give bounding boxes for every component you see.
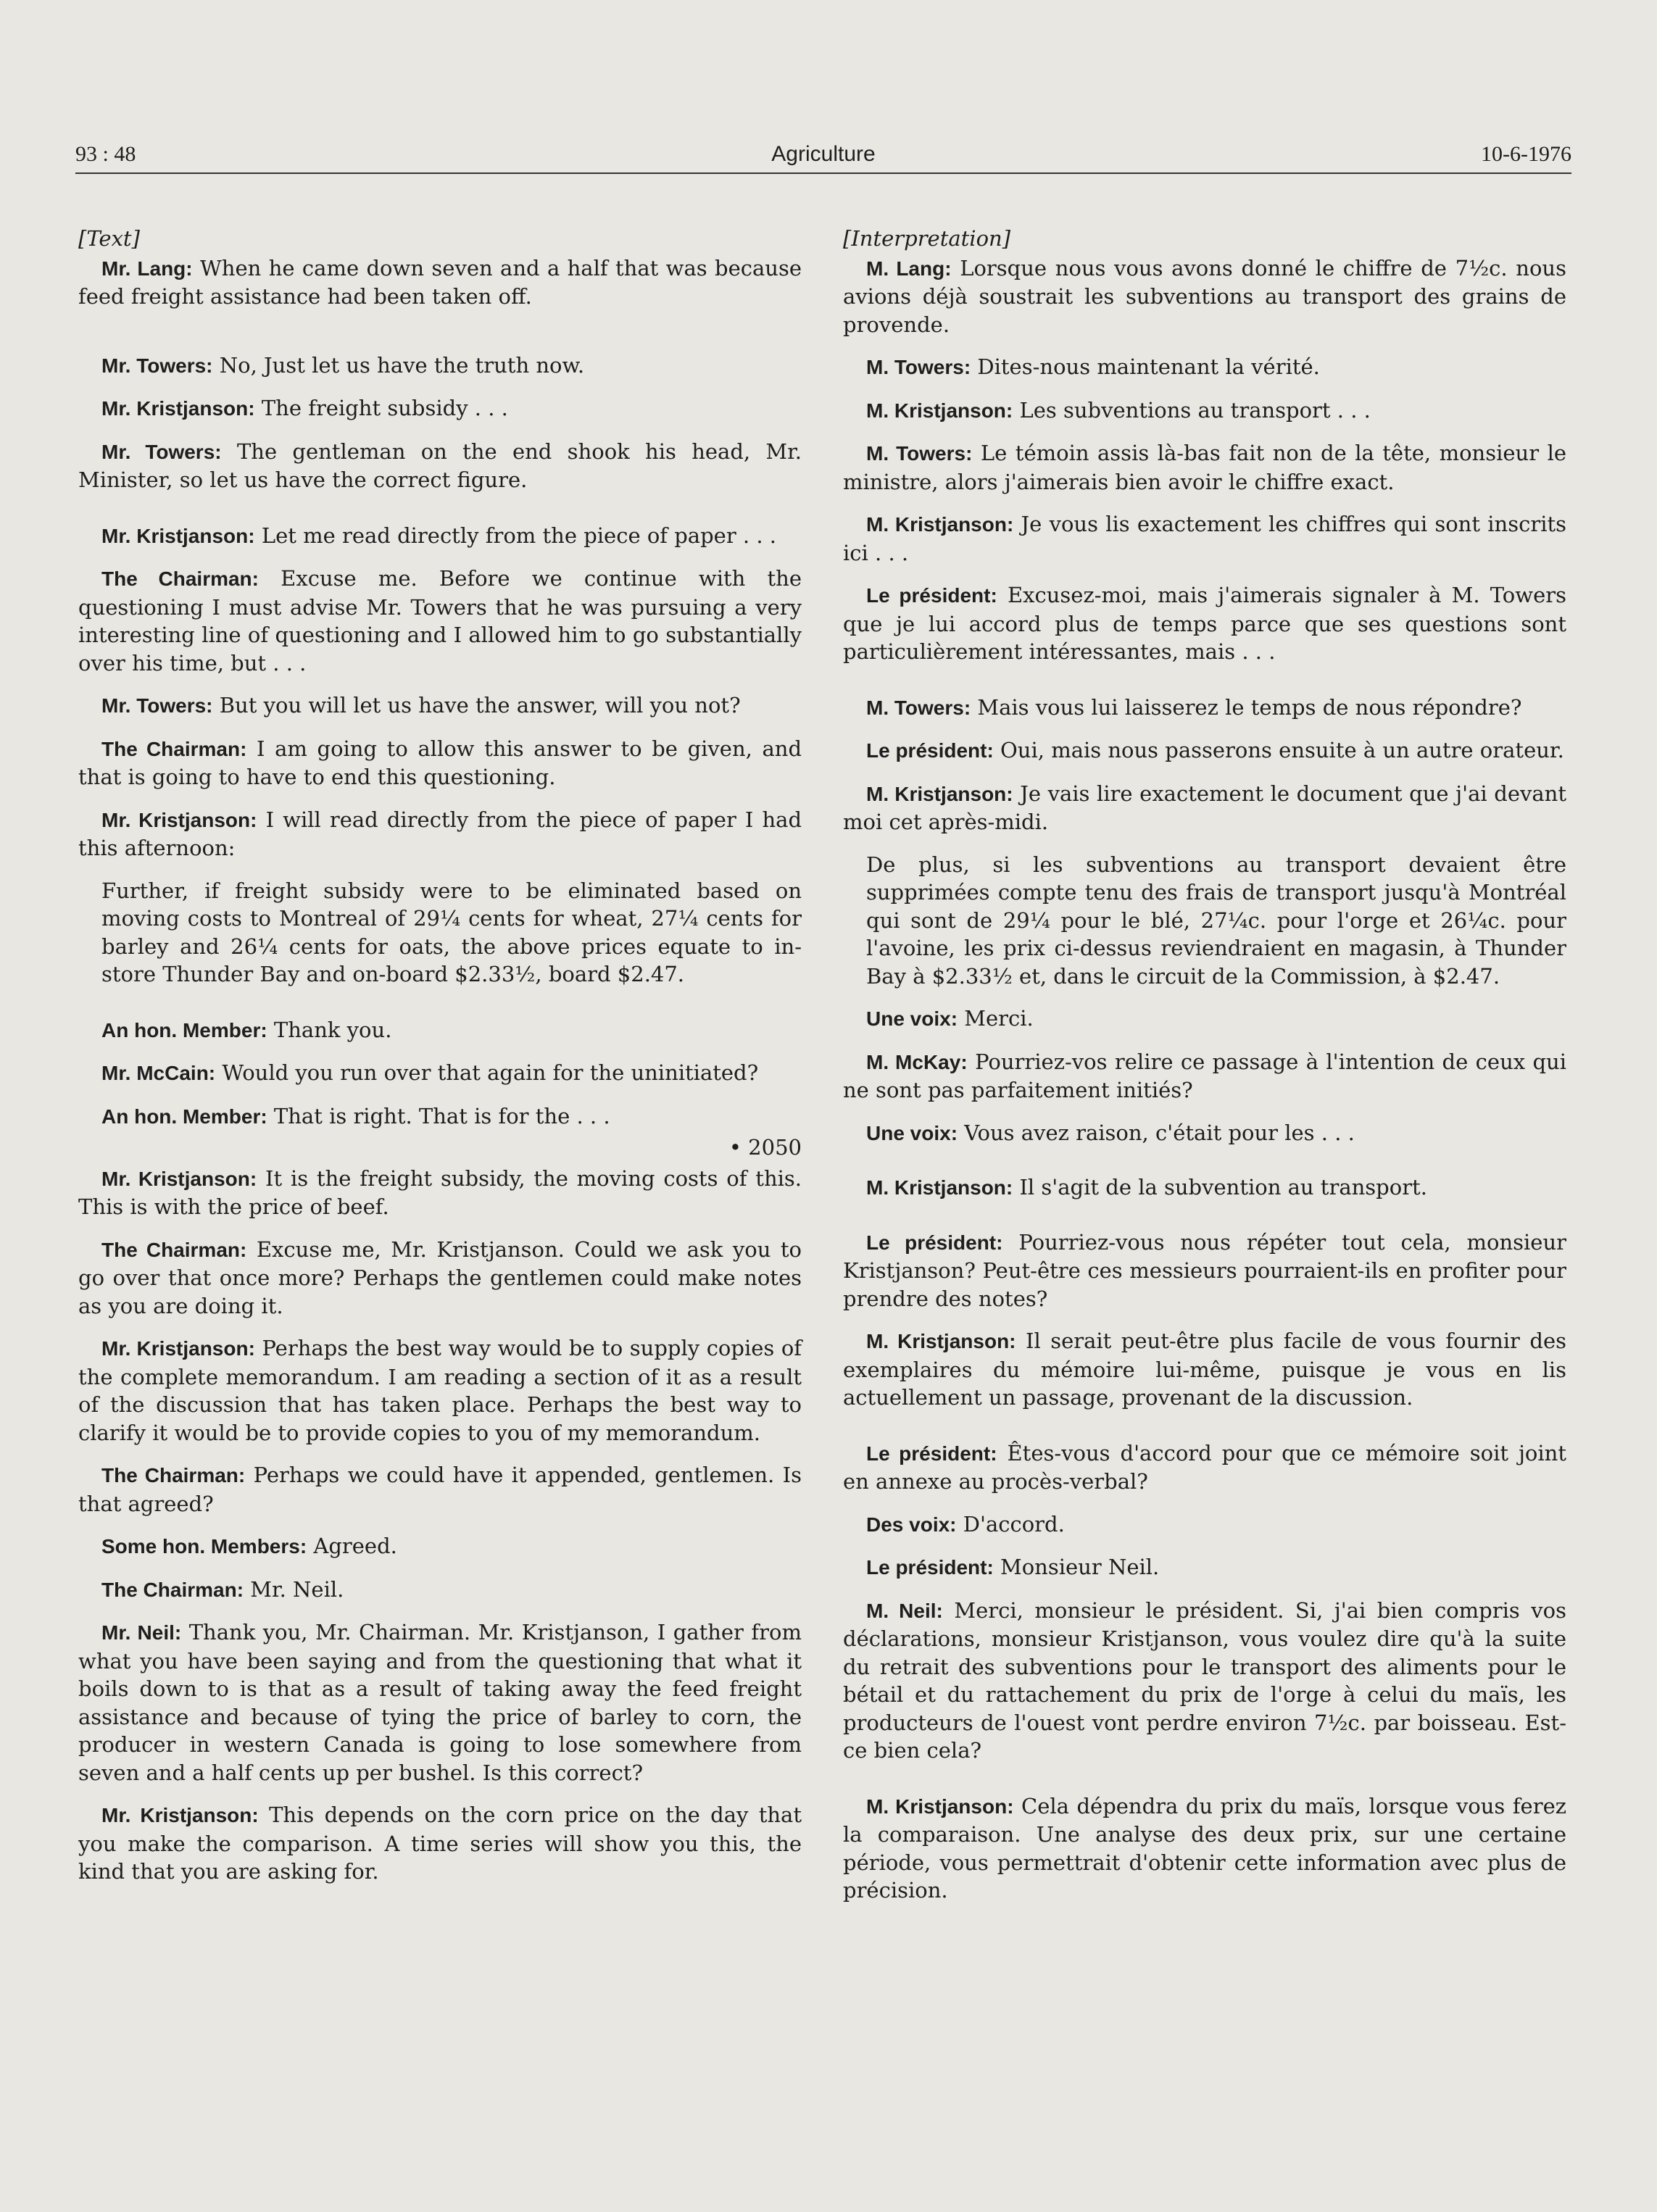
speech: That is right. That is for the . . . (273, 1103, 610, 1128)
speaker: M. Towers: (866, 356, 971, 378)
speech: Il serait peut-être plus facile de vous fournir des exemplaires du mémoire lui-même, puisque je vous en lis actuellement un passage, provenant de la discussion. (843, 1329, 1567, 1410)
paragraph (78, 565, 802, 677)
language-tag: [Text] (78, 226, 140, 251)
speech: Pourriez-vous nous répéter tout cela, monsieur Kristjanson? Peut-être ces messieurs pourraient-ils en profiter pour prendre des notes? (843, 1229, 1567, 1311)
paragraph (843, 439, 1566, 496)
speech: But you will let us have the answer, will you not? (219, 693, 741, 718)
speech: Êtes-vous d'accord pour que ce mémoire soit joint en annexe au procès-verbal? (843, 1440, 1567, 1494)
quoted-memorandum: Further, if freight subsidy were to be eliminated based on moving costs to Montreal of 29¼ cents for wheat, 27¼ cents for barley and 26¼ cents for oats, the above prices equate to in-store Thunder Bay and on-board $2.33½, board $2.47. (101, 878, 802, 986)
speech: Mr. Neil. (250, 1576, 344, 1602)
speech: Perhaps the best way would be to supply copies of the complete memorandum. I am reading a section of it as a result of the discussion that has taken place. Perhaps the best way to clarify it would be to provide copies to you of my memorandum. (78, 1336, 802, 1445)
speech: The freight subsidy . . . (261, 396, 508, 420)
speaker: Le président: (866, 1231, 1003, 1254)
speaker: Mr. Kristjanson: (101, 524, 255, 547)
speech: Thank you, Mr. Chairman. Mr. Kristjanson, I gather from what you have been saying and from the questioning that what it boils down to is that as a result of taking away the feed freight assistance and because of tying the price of barley to corn, the producer in western Canada is going to lose somewhere from seven and a half cents up per bushel. Is this correct? (78, 1620, 802, 1785)
paragraph (78, 1016, 802, 1045)
paragraph (78, 691, 802, 720)
speech: Excuse me. Before we continue with the questioning I must advise Mr. Towers that he was pursuing a very interesting line of questioning and I allowed him to go substantially over his time, but . . . (78, 566, 802, 675)
speaker: Mr. Kristjanson: (101, 808, 257, 831)
speaker: Mr. Towers: (101, 440, 222, 463)
speech: Would you run over that again for the uninitiated? (222, 1060, 759, 1085)
time-marker: • 2050 (728, 1135, 802, 1160)
speaker: The Chairman: (101, 1238, 247, 1261)
speech: Cela dépendra du prix du maïs, lorsque vous ferez la comparaison. Une analyse des deux prix, sur une certaine période, vous permettrait d'obtenir cette information avec plus de précision. (843, 1793, 1567, 1903)
speech: When he came down seven and a half that was because feed freight assistance had been taken off. (78, 255, 802, 309)
speaker: Mr. Kristjanson: (101, 397, 255, 420)
speech: Vous avez raison, c'était pour les . . . (964, 1120, 1355, 1145)
paragraph (843, 736, 1566, 765)
paragraph (843, 1553, 1566, 1582)
running-header (75, 142, 1571, 175)
speech: D'accord. (963, 1511, 1065, 1537)
quoted-memorandum: De plus, si les subventions au transport devaient être supprimées compte tenu des frais de transport jusqu'à Montréal qui sont de 29¼ pour le blé, 27¼c. pour l'orge et 26¼c. pour l'avoine, les prix ci-dessus reviendraient en magasin, à Thunder Bay à $2.33½ et, dans le circuit de la Commission, à $2.47. (866, 852, 1566, 989)
speaker: An hon. Member: (101, 1105, 267, 1128)
speech: Dites-nous maintenant la vérité. (977, 354, 1320, 379)
speaker: An hon. Member: (101, 1018, 267, 1041)
paragraph (843, 1228, 1566, 1313)
speech: Excuse me, Mr. Kristjanson. Could we ask you to go over that once more? Perhaps the gentlemen could make notes as you are doing it. (78, 1236, 802, 1318)
speech: Merci. (964, 1006, 1034, 1031)
paragraph (843, 780, 1566, 836)
paragraph (843, 510, 1566, 567)
paragraph (78, 1801, 802, 1886)
speaker: Une voix: (866, 1007, 958, 1030)
speech: Oui, mais nous passerons ensuite à un autre orateur. (1000, 738, 1564, 762)
speech: Les subventions au transport . . . (1019, 397, 1371, 423)
speech: Mais vous lui laisserez le temps de nous répondre? (977, 694, 1522, 720)
speaker: M. McKay: (866, 1050, 968, 1073)
header-rule (75, 172, 1571, 174)
header-title: Agriculture (771, 142, 876, 166)
speech: No, Just let us have the truth now. (219, 352, 585, 378)
speaker: M. Lang: (866, 257, 952, 280)
speaker: The Chairman: (101, 1464, 246, 1487)
speaker: The Chairman: (101, 1578, 244, 1601)
speaker: Le président: (866, 739, 994, 762)
paragraph (78, 394, 802, 423)
paragraph (78, 254, 802, 311)
paragraph (78, 1236, 802, 1321)
paragraph (78, 1334, 802, 1447)
speaker: Le président: (866, 584, 997, 607)
paragraph (78, 1618, 802, 1787)
speech: Thank you. (273, 1017, 392, 1042)
paragraph (78, 735, 802, 791)
speech: It is the freight subsidy, the moving costs of this. This is with the price of beef. (78, 1165, 802, 1219)
speaker: M. Kristjanson: (866, 399, 1013, 422)
paragraph (843, 1510, 1566, 1539)
page-number: 93 : 48 (75, 142, 136, 166)
speaker: M. Towers: (866, 696, 971, 719)
speaker: Mr. Neil: (101, 1621, 182, 1644)
speech: Le témoin assis là-bas fait non de la tête, monsieur le ministre, alors j'aimerais bien avoir le chiffre exact. (843, 441, 1567, 494)
speaker: Le président: (866, 1556, 994, 1579)
paragraph (78, 1461, 802, 1518)
speech: Je vous lis exactement les chiffres qui sont inscrits ici . . . (843, 512, 1567, 565)
speaker: Une voix: (866, 1121, 958, 1144)
speaker: Mr. Kristjanson: (101, 1167, 257, 1190)
speech: Lorsque nous vous avons donné le chiffre de 7½c. nous avions déjà soustrait les subventions au transport des grains de provende. (843, 255, 1566, 337)
speaker: Le président: (866, 1442, 997, 1465)
speaker: Mr. Kristjanson: (101, 1804, 259, 1826)
paragraph (843, 1048, 1566, 1105)
paragraph (843, 1327, 1566, 1412)
paragraph (843, 1792, 1566, 1905)
speaker: M. Kristjanson: (866, 513, 1014, 536)
speaker: Des voix: (866, 1513, 957, 1536)
speech: This depends on the corn price on the day that you make the comparison. A time series will show you this, the kind that you are asking for. (78, 1803, 802, 1884)
speaker: Mr. Lang: (101, 257, 193, 280)
paragraph (843, 1119, 1566, 1148)
speech: Monsieur Neil. (1000, 1555, 1160, 1579)
paragraph (78, 1576, 802, 1605)
speech: The gentleman on the end shook his head, Mr. Minister, so let us have the correct figure. (78, 438, 802, 492)
speaker: Mr. Towers: (101, 354, 213, 377)
speech: I will read directly from the piece of paper I had this afternoon: (78, 807, 802, 860)
speech: Pourriez-vos relire ce passage à l'intention de ceux qui ne sont pas parfaitement initiés? (843, 1049, 1567, 1102)
paragraph (843, 1005, 1566, 1034)
speech: Perhaps we could have it appended, gentlemen. Is that agreed? (78, 1463, 802, 1516)
speaker: M. Kristjanson: (866, 782, 1013, 805)
paragraph (843, 1439, 1566, 1496)
paragraph (843, 1597, 1566, 1765)
paragraph (78, 1165, 802, 1221)
paragraph (843, 1173, 1566, 1202)
speech: Il s'agit de la subvention au transport. (1019, 1175, 1427, 1199)
speaker: M. Kristjanson: (866, 1795, 1014, 1818)
speech: Agreed. (313, 1534, 397, 1558)
paragraph (843, 581, 1566, 666)
paragraph (843, 353, 1566, 382)
paragraph (78, 1102, 802, 1131)
speaker: The Chairman: (101, 567, 259, 590)
speaker: Mr. McCain: (101, 1062, 216, 1084)
language-tag: [Interpretation] (843, 226, 1011, 251)
english-column (78, 225, 802, 1900)
speaker: Mr. Kristjanson: (101, 1337, 255, 1360)
paragraph (78, 438, 802, 494)
speech: Let me read directly from the piece of paper . . . (261, 523, 776, 548)
paragraph (78, 1059, 802, 1088)
paragraph (843, 254, 1566, 339)
paragraph (843, 694, 1566, 723)
paragraph (78, 806, 802, 862)
header-date: 10-6-1976 (1481, 142, 1571, 166)
speech: Excusez-moi, mais j'aimerais signaler à M. Towers que je lui accord plus de temps parce que ses questions sont particulièrement intéressantes, mais . . . (843, 583, 1566, 664)
speaker: Mr. Towers: (101, 694, 213, 717)
speech: Merci, monsieur le président. Si, j'ai bien compris vos déclarations, monsieur Kristjanson, vous voulez dire qu'à la suite du retrait des subventions pour le transport des aliments pour le bétail et du rattachement du prix de l'orge à celui du maïs, les producteurs de l'ouest vont perdre environ 7½c. par boisseau. Est-ce bien cela? (843, 1597, 1567, 1763)
paragraph (843, 396, 1566, 425)
speech: I am going to allow this answer to be given, and that is going to have to end this questioning. (78, 736, 802, 789)
paragraph (78, 522, 802, 551)
french-column (843, 225, 1566, 1919)
paragraph (78, 1532, 802, 1561)
speaker: M. Neil: (866, 1599, 943, 1622)
speaker: M. Kristjanson: (866, 1176, 1013, 1199)
speaker: The Chairman: (101, 737, 247, 760)
speech: Je vais lire exactement le document que j'ai devant moi cet après-midi. (843, 781, 1567, 834)
speaker: Some hon. Members: (101, 1535, 307, 1558)
speaker: M. Towers: (866, 442, 973, 465)
speaker: M. Kristjanson: (866, 1330, 1016, 1352)
paragraph (78, 352, 802, 381)
